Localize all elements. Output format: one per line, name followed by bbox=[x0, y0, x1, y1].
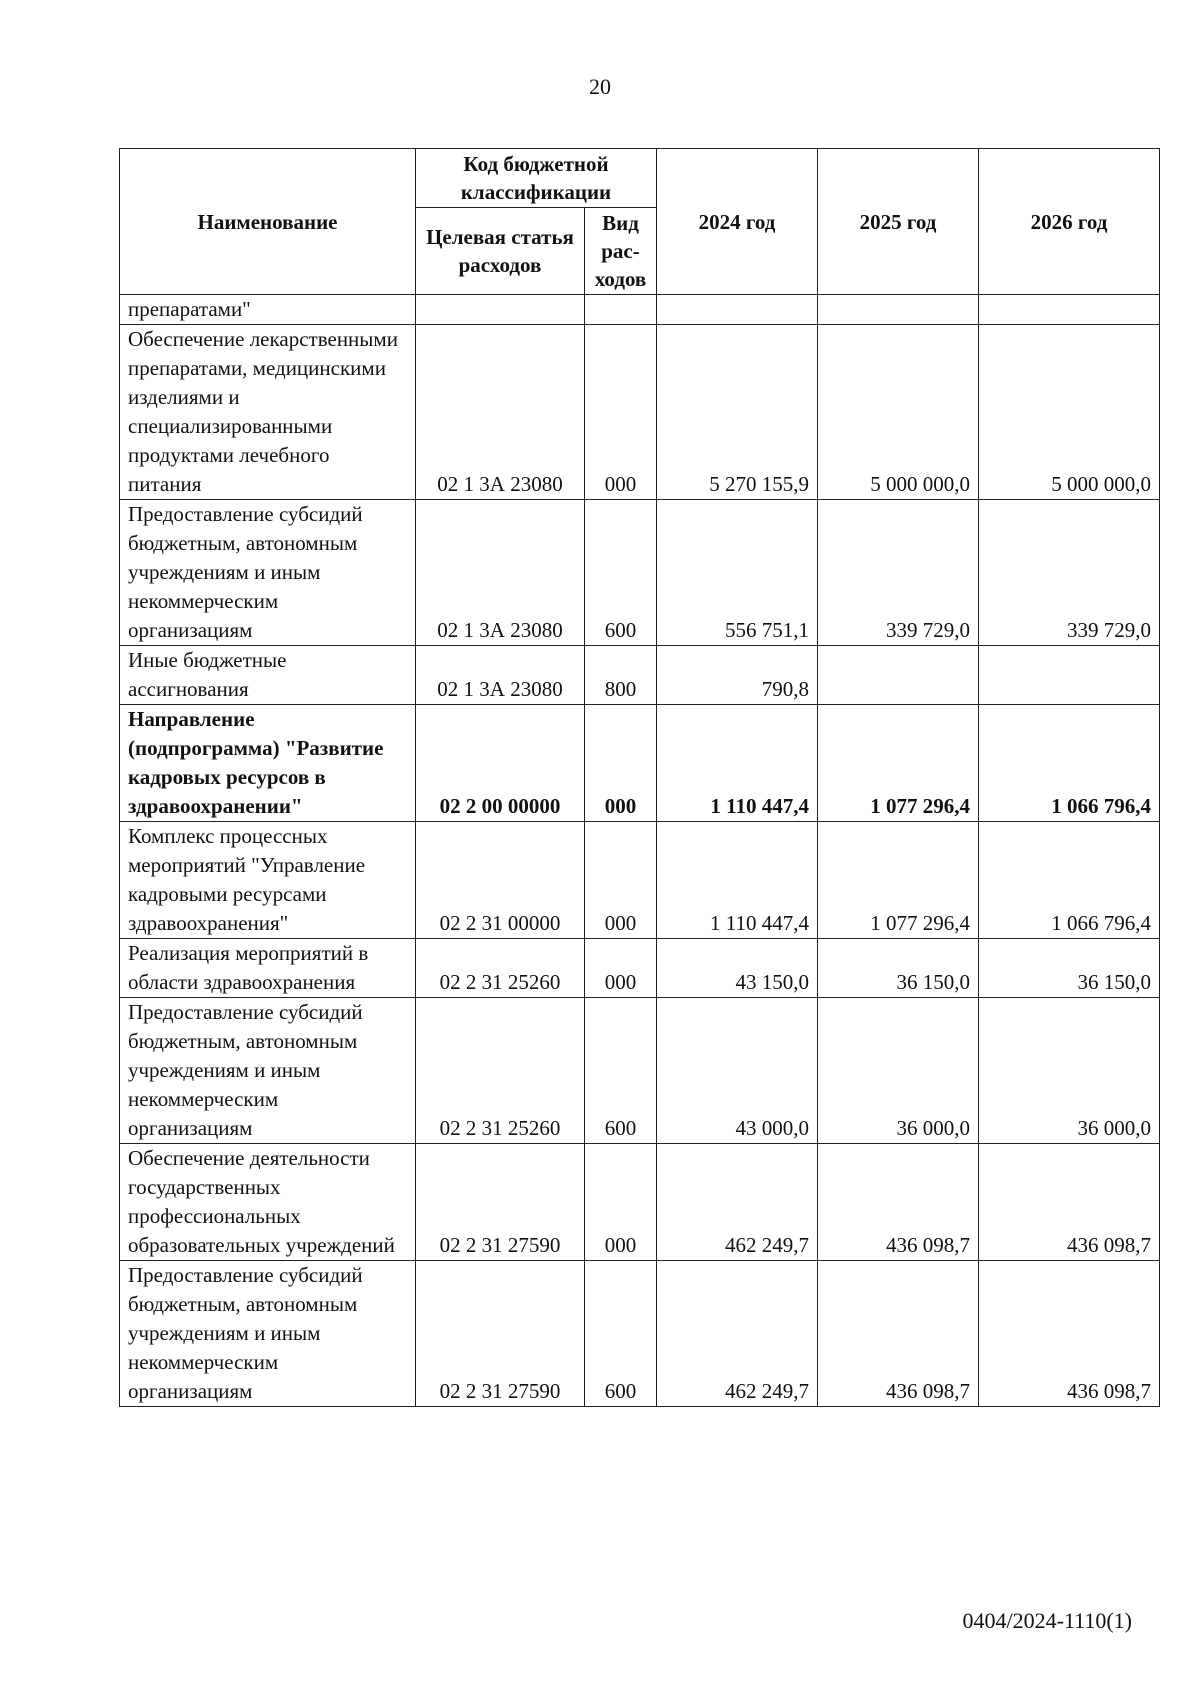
page-number: 20 bbox=[589, 74, 611, 99]
row-name: Комплекс процессных мероприятий "Управление кадровыми ресурсами здравоохранения" bbox=[120, 822, 416, 939]
row-target-code: 02 2 00 00000 bbox=[416, 705, 585, 822]
table-row bbox=[120, 295, 1160, 325]
row-value-2026: 1 066 796,4 bbox=[979, 705, 1160, 822]
row-target-code bbox=[416, 295, 585, 325]
row-expense-kind: 600 bbox=[585, 1261, 657, 1407]
row-name: Предоставление субсидий бюджетным, автономным учреждениям и иным некоммерческим организациям bbox=[120, 998, 416, 1144]
row-expense-kind: 000 bbox=[585, 325, 657, 500]
row-name: Иные бюджетные ассигнования bbox=[120, 646, 416, 705]
budget-table bbox=[119, 148, 1160, 1407]
header-2026: 2026 год bbox=[979, 149, 1160, 295]
header-expense-kind: Вид рас-ходов bbox=[585, 208, 657, 295]
row-name: Предоставление субсидий бюджетным, автономным учреждениям и иным некоммерческим организациям bbox=[120, 1261, 416, 1407]
row-target-code: 02 2 31 27590 bbox=[416, 1261, 585, 1407]
header-2025: 2025 год bbox=[818, 149, 979, 295]
row-expense-kind: 000 bbox=[585, 1144, 657, 1261]
row-value-2024: 790,8 bbox=[657, 646, 818, 705]
row-value-2026: 36 150,0 bbox=[979, 939, 1160, 998]
row-expense-kind: 000 bbox=[585, 705, 657, 822]
row-target-code: 02 1 3А 23080 bbox=[416, 325, 585, 500]
row-value-2025: 436 098,7 bbox=[818, 1144, 979, 1261]
header-2024: 2024 год bbox=[657, 149, 818, 295]
table-row bbox=[120, 1144, 1160, 1261]
row-value-2025: 5 000 000,0 bbox=[818, 325, 979, 500]
row-expense-kind bbox=[585, 295, 657, 325]
row-value-2025: 339 729,0 bbox=[818, 500, 979, 646]
row-value-2025 bbox=[818, 646, 979, 705]
row-target-code: 02 2 31 25260 bbox=[416, 998, 585, 1144]
header-target-article: Целевая статья расходов bbox=[416, 208, 585, 295]
row-value-2024: 5 270 155,9 bbox=[657, 325, 818, 500]
row-name: Предоставление субсидий бюджетным, автономным учреждениям и иным некоммерческим организациям bbox=[120, 500, 416, 646]
table-row bbox=[120, 500, 1160, 646]
row-value-2026: 1 066 796,4 bbox=[979, 822, 1160, 939]
row-value-2024: 462 249,7 bbox=[657, 1261, 818, 1407]
row-value-2026 bbox=[979, 646, 1160, 705]
row-value-2026: 436 098,7 bbox=[979, 1144, 1160, 1261]
row-value-2025: 36 000,0 bbox=[818, 998, 979, 1144]
row-value-2024: 43 150,0 bbox=[657, 939, 818, 998]
row-name: Направление (подпрограмма) "Развитие кадровых ресурсов в здравоохранении" bbox=[120, 705, 416, 822]
row-value-2024: 556 751,1 bbox=[657, 500, 818, 646]
row-value-2025: 36 150,0 bbox=[818, 939, 979, 998]
table-row bbox=[120, 939, 1160, 998]
row-name: препаратами" bbox=[120, 295, 416, 325]
table-row bbox=[120, 705, 1160, 822]
table-row bbox=[120, 1261, 1160, 1407]
table-row bbox=[120, 998, 1160, 1144]
row-value-2024: 1 110 447,4 bbox=[657, 822, 818, 939]
row-value-2024 bbox=[657, 295, 818, 325]
row-value-2024: 462 249,7 bbox=[657, 1144, 818, 1261]
header-kbk: Код бюджетной классификации bbox=[416, 149, 657, 208]
row-target-code: 02 2 31 25260 bbox=[416, 939, 585, 998]
table-row bbox=[120, 325, 1160, 500]
row-name: Реализация мероприятий в области здравоохранения bbox=[120, 939, 416, 998]
row-value-2026: 339 729,0 bbox=[979, 500, 1160, 646]
row-value-2025: 436 098,7 bbox=[818, 1261, 979, 1407]
row-target-code: 02 2 31 00000 bbox=[416, 822, 585, 939]
row-expense-kind: 600 bbox=[585, 998, 657, 1144]
row-value-2026 bbox=[979, 295, 1160, 325]
table-row bbox=[120, 822, 1160, 939]
row-target-code: 02 1 3А 23080 bbox=[416, 646, 585, 705]
row-value-2024: 1 110 447,4 bbox=[657, 705, 818, 822]
row-expense-kind: 800 bbox=[585, 646, 657, 705]
row-target-code: 02 2 31 27590 bbox=[416, 1144, 585, 1261]
row-value-2025 bbox=[818, 295, 979, 325]
row-value-2026: 5 000 000,0 bbox=[979, 325, 1160, 500]
row-expense-kind: 600 bbox=[585, 500, 657, 646]
row-name: Обеспечение лекарственными препаратами, медицинскими изделиями и специализированными продуктами лечебного питания bbox=[120, 325, 416, 500]
row-value-2025: 1 077 296,4 bbox=[818, 705, 979, 822]
row-value-2024: 43 000,0 bbox=[657, 998, 818, 1144]
table-row bbox=[120, 646, 1160, 705]
row-value-2026: 436 098,7 bbox=[979, 1261, 1160, 1407]
document-code: 0404/2024-1110(1) bbox=[962, 1608, 1132, 1633]
table-body bbox=[120, 295, 1160, 1407]
row-name: Обеспечение деятельности государственных профессиональных образовательных учреждений bbox=[120, 1144, 416, 1261]
row-target-code: 02 1 3А 23080 bbox=[416, 500, 585, 646]
header-name: Наименование bbox=[120, 149, 416, 295]
row-value-2025: 1 077 296,4 bbox=[818, 822, 979, 939]
row-expense-kind: 000 bbox=[585, 822, 657, 939]
row-expense-kind: 000 bbox=[585, 939, 657, 998]
row-value-2026: 36 000,0 bbox=[979, 998, 1160, 1144]
